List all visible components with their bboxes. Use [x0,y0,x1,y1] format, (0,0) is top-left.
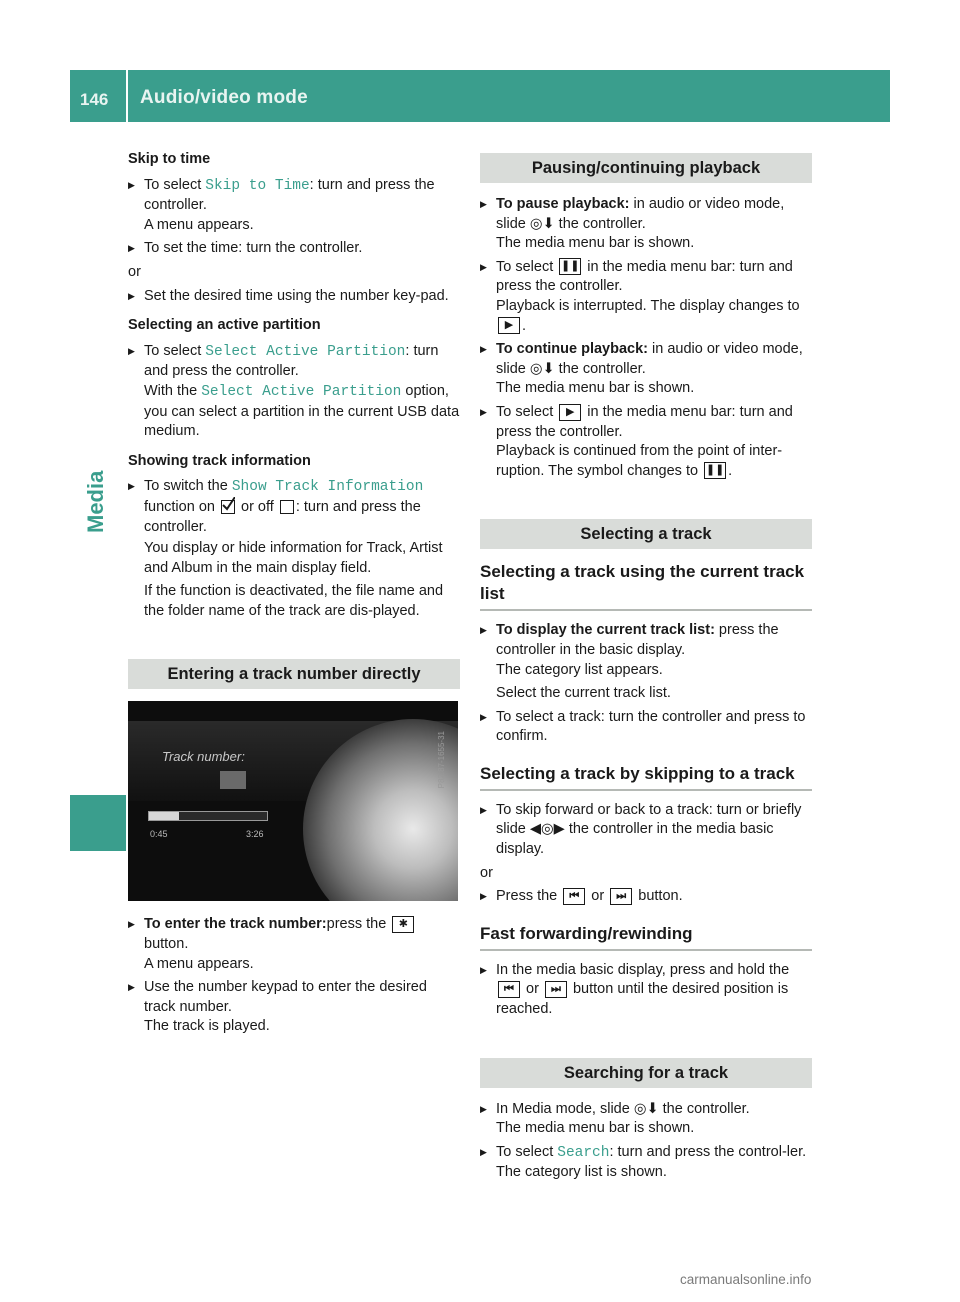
list-item: ▶ Press the ⏮ or ⏭ button. [480,887,812,907]
menu-item-search: Search [557,1144,610,1161]
play-icon: ▶ [559,404,581,421]
list-item: ▶ Use the number keypad to enter the desired track number. The track is played. [128,978,460,1037]
list-item: ▶ To select ▶ in the media menu bar: turn and press the controller. Playback is continued from the point of inter-ruption. The symbol changes to ❚❚ . [480,403,812,481]
checkbox-checked-icon [221,500,235,514]
list-item: ▶ To set the time: turn the controller. [128,239,460,259]
list-item: ▶ To pause playback: in audio or video mode, slide ◎⬇ the controller. The media menu bar is shown. [480,195,812,254]
section-heading-entering-track-number: Entering a track number directly [128,659,460,689]
pause-icon: ❚❚ [704,462,726,479]
list-item: ▶ To select Skip to Time: turn and press the controller. A menu appears. [128,176,460,236]
page-title: Audio/video mode [140,87,308,108]
pause-icon: ❚❚ [559,258,581,275]
heading-fast-forwarding: Fast forwarding/rewinding [480,923,812,951]
screen-track-digits [220,771,246,789]
right-column [480,153,812,1187]
skip-back-icon: ⏮ [498,981,520,998]
section-heading-selecting-track: Selecting a track [480,519,812,549]
list-item: ▶ To select a track: turn the controller and press to confirm. [480,708,812,747]
watermark: carmanualsonline.info [680,1272,812,1287]
heading-skipping: Selecting a track by skipping to a track [480,763,812,791]
display-screenshot [128,701,458,901]
list-item: ▶ To enter the track number:press the ✱ button. A menu appears. [128,915,460,974]
figure-code: P82.87-1655-31 [437,731,447,789]
list-item: ▶ In Media mode, slide ◎⬇ the controller. The media menu bar is shown. [480,1100,812,1139]
list-item: ▶ To select Search: turn and press the control-ler. The category list is shown. [480,1143,812,1183]
screen-track-number-label: Track number: [162,749,245,765]
list-item: ▶ To skip forward or back to a track: turn or briefly slide ◀◎▶ the controller in the media basic display. [480,801,812,860]
section-heading-searching: Searching for a track [480,1058,812,1088]
menu-item-skip-to-time: Skip to Time [205,177,310,194]
skip-back-icon: ⏮ [563,888,585,905]
left-column [128,150,460,1041]
list-item: ▶ In the media basic display, press and hold the ⏮ or ⏭ button until the desired position is reached. [480,961,812,1020]
play-icon: ▶ [498,317,520,334]
screen-progress-bar [148,811,268,821]
list-item: ▶ To continue playback: in audio or video mode, slide ◎⬇ the controller. The media menu bar is shown. [480,340,812,399]
skip-forward-icon: ⏭ [610,888,632,905]
list-item: ▶ To select ❚❚ in the media menu bar: turn and press the controller. Playback is interrupted. The display changes to ▶ . [480,258,812,336]
list-item: ▶ To display the current track list: press the controller in the basic display. The category list appears. Select the current track list. [480,621,812,703]
skip-to-time-title: Skip to time [128,151,211,167]
header-divider [126,70,128,122]
list-item: ▶ Set the desired time using the number key-pad. [128,287,460,307]
page-number: 146 [80,90,109,109]
checkbox-unchecked-icon [280,500,294,514]
star-key-icon: ✱ [392,916,414,933]
heading-current-track-list: Selecting a track using the current track list [480,561,812,611]
menu-item-select-active-partition: Select Active Partition [205,343,406,360]
side-section-marker [70,795,126,851]
or-text: or [128,263,141,280]
list-item: ▶ To switch the Show Track Information function on or off : turn and press the controller. You display or hide information for Track, Artist and Album in the main display field. If the function is deactivated, the file name and the folder name of the track are dis-played. [128,477,460,621]
section-heading-pausing: Pausing/continuing playback [480,153,812,183]
screen-time-elapsed: 0:45 [150,829,168,840]
screen-time-total: 3:26 [246,829,264,840]
or-text: or [480,864,493,881]
track-info-title: Showing track information [128,452,311,469]
menu-item-show-track-information: Show Track Information [231,479,424,496]
side-section-label: Media [83,470,108,533]
skip-forward-icon: ⏭ [545,981,567,998]
list-item: ▶ To select Select Active Partition: turn and press the controller. With the Select Active Partition option, you can select a partition in the current USB data medium. [128,342,460,442]
partition-title: Selecting an active partition [128,317,321,334]
